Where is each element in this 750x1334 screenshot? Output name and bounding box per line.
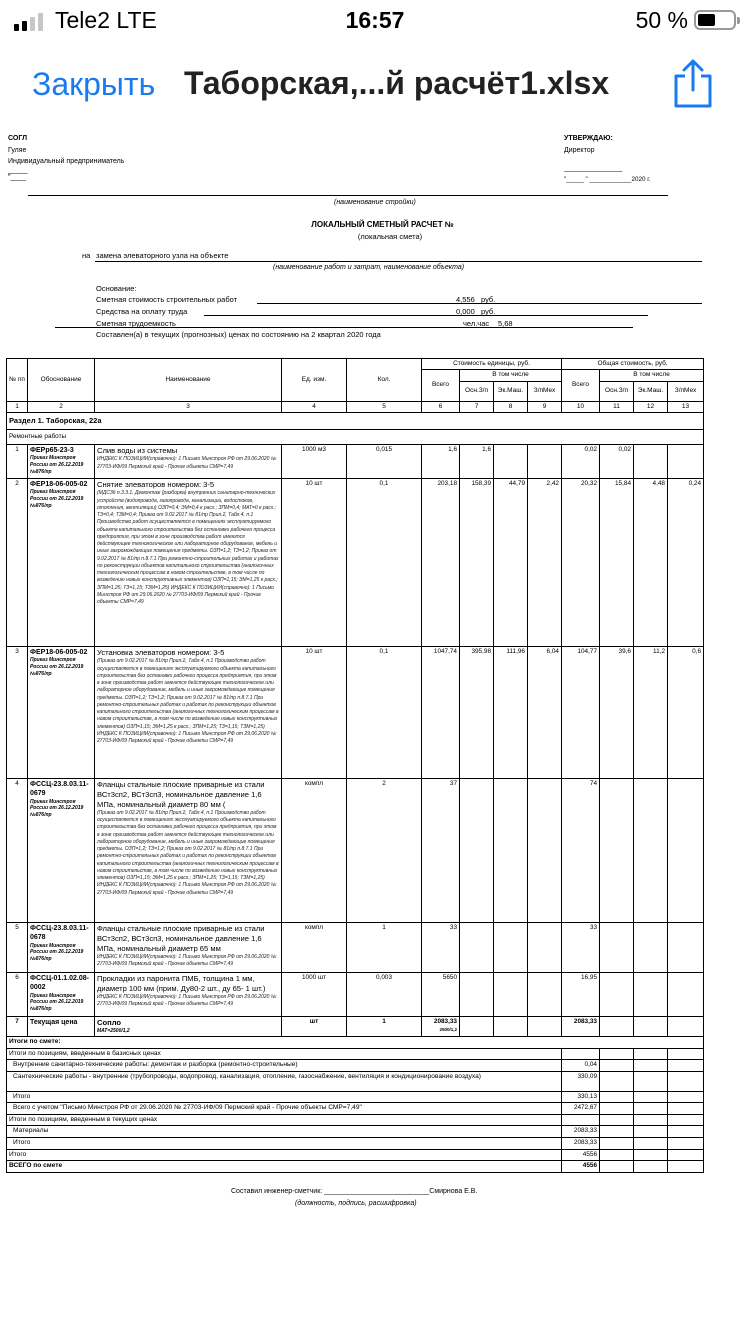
row-basis <box>28 479 95 647</box>
row-c7 <box>460 923 494 973</box>
row-unit-total <box>422 479 460 647</box>
empty-cell <box>634 1071 668 1091</box>
row-basis-text: Приказ Минстроя России от 26.12.2019 №876/пр <box>30 992 84 1013</box>
battery-percent: 50 % <box>635 7 688 33</box>
row-c10: 20,32 <box>562 479 600 647</box>
totals-value: 2083,33 <box>562 1126 600 1138</box>
row-unit-total-value: 37 <box>449 780 457 788</box>
construction-line <box>28 195 668 196</box>
row-note: (Приказ от 9.02.2017 № 81/пр Прил.2, Табл.4, п.1 Производство работ осуществляется в помещениях эксплуатируемого объекта капитального строительства без остановки рабочего процесса предприятия, при этом в зоне производства работ имеются действующее технологическое или лабораторное оборудование, мебель и иные загромождающие помещения предметы. ОЗП=1,2; ТЗ=1,2; Приказ от 9.02.2017 № 81/пр п.8.7.1 При ремонтно-строительных работах и работах по реконструкции объектов капитального строительства (аналогичных технологическим процессам в новом строительстве, в том числе по возведению новых конструктивных элементов) ОЗП=1,15; ЭМ=1,25 к расх.; ЗПМ=1,25; ТЗ=1,15; ТЗМ=1,25) ИНДЕКС К ПОЗИЦИИ(справочно): 1 Письмо Минстроя РФ от 29.06.2020 № 27703-ИФ/09 Пермский край - Прочие объекты СМР=7,49 <box>97 658 279 744</box>
row-basis <box>28 923 95 973</box>
row-name-text: Фланцы стальные плоские приварные из стали ВСт3сп2, ВСт3сп3, номинальное давление 1,6 МПа, номинальный диаметр 80 мм ( <box>97 780 265 810</box>
work-name: замена элеваторного узла на объекте <box>96 251 229 260</box>
row-unit: шт <box>282 1017 347 1037</box>
summary-cost-line <box>257 303 702 304</box>
sum-ekmash-header: Эк.Маш. <box>634 381 668 401</box>
row-name <box>95 923 282 973</box>
row-name-text: Прокладки из паронита ПМБ, толщина 1 мм, диаметр 100 мм (прим. Ду80-2 шт., ду 65- 1 шт.) <box>97 974 266 994</box>
summary-cost-unit: руб. <box>481 295 496 304</box>
composed-by: Составил инженер-сметчик: ___________________________Смирнова Е.В. <box>231 1188 478 1195</box>
row-unit-total-value: 1,6 <box>448 446 457 454</box>
row-unit: 10 шт <box>282 479 347 647</box>
totals-title-row <box>7 1037 704 1049</box>
row-basis <box>28 445 95 479</box>
sum-zpmeh-header: З/пМех <box>668 381 704 401</box>
row-c8 <box>494 923 528 973</box>
row-name-text: Установка элеваторов номером: 3-5 <box>97 648 225 658</box>
empty-cell <box>668 1114 704 1126</box>
battery-icon <box>694 10 736 30</box>
row-basis-text: Приказ Минстроя России от 26.12.2019 №876/пр <box>30 942 84 963</box>
row-basis-text: Приказ Минстроя России от 26.12.2019 №876/пр <box>30 455 84 475</box>
col-number: 1 <box>7 401 28 412</box>
totals-row <box>7 1137 704 1149</box>
unit-total-header: Всего <box>422 370 460 401</box>
approve-position: Директор <box>564 147 595 154</box>
empty-cell <box>668 1091 704 1103</box>
totals-label: Итого <box>7 1091 562 1103</box>
row-unit-total-value: 33 <box>449 924 457 932</box>
row-name <box>95 779 282 923</box>
empty-cell <box>600 1114 634 1126</box>
row-note: МАТ=2500/1,2 <box>97 1028 130 1035</box>
row-unit-total <box>422 647 460 779</box>
row-c13 <box>668 779 704 923</box>
unit-osn-header: Осн.З/п <box>460 381 494 401</box>
totals-row <box>7 1091 704 1103</box>
row-name <box>95 647 282 779</box>
row-c13: 0,24 <box>668 479 704 647</box>
row-c11: 39,6 <box>600 647 634 779</box>
totals-label: Итоги по позициям, введенным в текущих ценах <box>7 1114 562 1126</box>
totals-row <box>7 1048 704 1060</box>
col-name-header: Наименование <box>95 359 282 402</box>
row-c9 <box>528 973 562 1017</box>
row-num: 2 <box>7 479 28 647</box>
col-basis-header: Обоснование <box>28 359 95 402</box>
empty-cell <box>600 1103 634 1115</box>
table-row <box>7 923 704 973</box>
document-title: Таборская,...й расчёт1.xlsx <box>184 65 610 101</box>
share-button[interactable] <box>670 58 716 110</box>
row-c13 <box>668 445 704 479</box>
col-number: 3 <box>95 401 282 412</box>
totals-row <box>7 1071 704 1091</box>
row-name-text: Снятие элеваторов номером: 3-5 <box>97 480 215 490</box>
row-unit-total <box>422 1017 460 1037</box>
col-number: 9 <box>528 401 562 412</box>
total-cost-header: Общая стоимость, руб. <box>562 359 704 370</box>
row-note: ИНДЕКС К ПОЗИЦИИ(справочно): 1 Письмо Минстроя РФ от 29.06.2020 № 27703-ИФ/09 Пермский край - Прочие объекты СМР=7,49 <box>97 953 277 968</box>
empty-cell <box>634 1137 668 1149</box>
row-unit-total-sub: 2500/1,2 <box>439 1026 457 1032</box>
row-c12 <box>634 1017 668 1037</box>
row-name-text: Слив воды из системы <box>97 446 178 456</box>
totals-title: Итоги по смете: <box>7 1037 704 1049</box>
summary-labor-value: 0,000 <box>456 307 475 316</box>
row-unit-total <box>422 923 460 973</box>
col-number: 2 <box>28 401 95 412</box>
row-code: ФССЦ-01.1.02.08-0002 <box>30 975 89 992</box>
row-unit-total <box>422 973 460 1017</box>
table-row <box>7 779 704 923</box>
totals-row <box>7 1060 704 1072</box>
sum-total-header: Всего <box>562 370 600 401</box>
col-number: 10 <box>562 401 600 412</box>
row-unit: 1000 м3 <box>282 445 347 479</box>
totals-value: 2472,67 <box>562 1103 600 1115</box>
row-c12 <box>634 779 668 923</box>
col-num-header: № пп <box>7 359 28 402</box>
empty-cell <box>634 1091 668 1103</box>
empty-cell <box>668 1103 704 1115</box>
col-number: 8 <box>494 401 528 412</box>
composed-by-caption: (должность, подпись, расшифровка) <box>295 1200 417 1207</box>
composed-note: Составлен(а) в текущих (прогнозных) ценах по состоянию на 2 квартал 2020 года <box>96 330 381 339</box>
totals-row <box>7 1114 704 1126</box>
row-num: 7 <box>7 1017 28 1037</box>
basis-label: Основание: <box>96 284 137 293</box>
approve-date-line: "_____ " ____________2020 г. <box>564 176 651 183</box>
row-c12 <box>634 923 668 973</box>
sum-incl-header: В том числе <box>600 370 704 381</box>
row-c12: 11,2 <box>634 647 668 779</box>
empty-cell <box>634 1161 668 1173</box>
row-name <box>95 973 282 1017</box>
row-note: (МДС36 п.3.3.1. Демонтаж (разборка) внутренних санитарно-технических устройств (водопровода, газопровода, канализации, водостоков, отопления, вентиляции) ОЗП=0,4; ЭМ=0,4 к расх.; ЗПМ=0,4; МАТ=0 к расх.; ТЗ=0,4; ТЗМ=0,4; Приказ от 9.02.2017 № 81/пр Прил.2, Табл.4, п.1 Производство работ осуществляется в помещениях эксплуатируемого объекта капитального строительства без остановки рабочего процесса предприятия, при этом в зоне производства работ имеются действующее технологическое или лабораторное оборудование, мебель и иные загромождающие помещения предметы. ОЗП=1,2; ТЗ=1,2; Приказ от 9.02.2017 № 81/пр п.8.7.1 При ремонтно-строительных работах и работах по реконструкции объектов капитального строительства (аналогичных технологическим процессам в новом строительстве, в том числе по возведению новых конструктивных элементов) ОЗП=1,15; ЭМ=1,25 к расх.; ЗПМ=1,25; ТЗ=1,15; ТЗМ=1,25) ИНДЕКС К ПОЗИЦИИ(справочно): 1 Письмо Минстроя РФ от 29.06.2020 № 27703-ИФ/09 Пермский край - Прочие объекты СМР=7,49 <box>97 490 279 605</box>
construction-caption: (наименование стройки) <box>334 199 416 206</box>
row-num: 3 <box>7 647 28 779</box>
row-c8: 44,79 <box>494 479 528 647</box>
row-qty: 1 <box>347 1017 422 1037</box>
unit-incl-header: В том числе <box>460 370 562 381</box>
col-number: 12 <box>634 401 668 412</box>
on-label: на <box>82 251 91 260</box>
row-c9 <box>528 1017 562 1037</box>
row-c10: 33 <box>562 923 600 973</box>
row-c9 <box>528 923 562 973</box>
col-number: 7 <box>460 401 494 412</box>
empty-cell <box>634 1149 668 1161</box>
col-number: 4 <box>282 401 347 412</box>
row-num: 5 <box>7 923 28 973</box>
totals-value: 330,13 <box>562 1091 600 1103</box>
empty-cell <box>600 1071 634 1091</box>
share-icon <box>670 58 716 110</box>
row-c11 <box>600 1017 634 1037</box>
row-c10: 104,77 <box>562 647 600 779</box>
summary-hours-unit: чел.час <box>463 319 490 328</box>
empty-cell <box>668 1071 704 1091</box>
summary-labor-label: Средства на оплату труда <box>96 307 188 316</box>
row-code: ФЕР18-06-005-02 <box>30 481 88 489</box>
table-row <box>7 973 704 1017</box>
row-num: 4 <box>7 779 28 923</box>
summary-labor-unit: руб. <box>481 307 496 316</box>
totals-label: ВСЕГО по смете <box>7 1161 562 1173</box>
row-num: 1 <box>7 445 28 479</box>
summary-hours-label: Сметная трудоемкость <box>96 319 176 328</box>
row-unit-total <box>422 445 460 479</box>
totals-value: 4556 <box>562 1161 600 1173</box>
empty-cell <box>634 1060 668 1072</box>
row-unit-total-value: 1047,74 <box>433 648 457 656</box>
row-basis-text: Приказ Минстроя России от 26.12.2019 №876/пр <box>30 489 84 509</box>
row-c7: 158,39 <box>460 479 494 647</box>
agreed-name: Гуляе <box>8 147 27 154</box>
work-name-line <box>95 261 702 262</box>
row-code: ФЕРр65-23-3 <box>30 447 74 455</box>
work-caption: (наименование работ и затрат, наименование объекта) <box>273 264 465 271</box>
row-qty: 0,1 <box>347 647 422 779</box>
row-code: ФЕР18-06-005-02 <box>30 649 88 657</box>
empty-cell <box>600 1137 634 1149</box>
col-number: 13 <box>668 401 704 412</box>
row-c7: 1,6 <box>460 445 494 479</box>
agreed-title: СОГЛ <box>8 135 28 142</box>
row-c9 <box>528 445 562 479</box>
row-c9: 2,42 <box>528 479 562 647</box>
row-code: Текущая цена <box>30 1019 78 1027</box>
totals-label: Итого <box>7 1137 562 1149</box>
row-c7 <box>460 973 494 1017</box>
row-basis <box>28 647 95 779</box>
row-unit: 10 шт <box>282 647 347 779</box>
row-unit: 1000 шт <box>282 973 347 1017</box>
row-c12 <box>634 973 668 1017</box>
row-c13 <box>668 973 704 1017</box>
row-c8 <box>494 973 528 1017</box>
row-c9: 6,04 <box>528 647 562 779</box>
table-row <box>7 647 704 779</box>
row-c11 <box>600 923 634 973</box>
row-c13: 0,6 <box>668 647 704 779</box>
unit-cost-header: Стоимость единицы, руб. <box>422 359 562 370</box>
row-name-text: Сопло <box>97 1018 122 1028</box>
row-c13 <box>668 923 704 973</box>
totals-label: Итоги по позициям, введенным в базисных ценах <box>7 1048 562 1060</box>
col-unit-header: Ед. изм. <box>282 359 347 402</box>
row-c11 <box>600 779 634 923</box>
row-qty: 2 <box>347 779 422 923</box>
main-subtitle: (локальная смета) <box>357 232 423 241</box>
row-c9 <box>528 779 562 923</box>
empty-cell <box>634 1103 668 1115</box>
row-c11: 0,02 <box>600 445 634 479</box>
close-button[interactable]: Закрыть <box>32 66 156 102</box>
table-row <box>7 479 704 647</box>
row-name <box>95 1017 282 1037</box>
totals-label: Всего с учетом "Письмо Минстроя РФ от 29.06.2020 № 27703-ИФ/09 Пермский край - Прочие объекты СМР=7,49" <box>7 1103 562 1115</box>
summary-labor-line <box>204 315 648 316</box>
row-basis-text: Приказ Минстроя России от 26.12.2019 №876/пр <box>30 657 84 677</box>
row-c12: 4,48 <box>634 479 668 647</box>
row-code: ФССЦ-23.8.03.11-0678 <box>30 925 89 942</box>
row-c10: 0,02 <box>562 445 600 479</box>
row-qty: 1 <box>347 923 422 973</box>
row-c12 <box>634 445 668 479</box>
agreed-position: Индивидуальный предприниматель <box>8 158 125 165</box>
row-c8 <box>494 1017 528 1037</box>
totals-value: 2083,33 <box>562 1137 600 1149</box>
row-c10: 16,95 <box>562 973 600 1017</box>
empty-cell <box>668 1137 704 1149</box>
empty-cell <box>600 1048 634 1060</box>
header-row <box>7 359 704 370</box>
row-c11: 15,84 <box>600 479 634 647</box>
summary-hours-value: 5,68 <box>498 319 513 328</box>
section-row <box>7 413 704 430</box>
row-unit-total-value: 2083,33 <box>433 1018 457 1026</box>
status-bar <box>0 0 750 44</box>
subsection-title: Ремонтные работы <box>7 430 704 445</box>
main-title: ЛОКАЛЬНЫЙ СМЕТНЫЙ РАСЧЕТ № <box>311 220 454 229</box>
row-basis <box>28 1017 95 1037</box>
row-unit: компл <box>282 779 347 923</box>
carrier-label: Tele2 LTE <box>55 7 157 33</box>
row-unit-total <box>422 779 460 923</box>
empty-cell <box>634 1126 668 1138</box>
table-row <box>7 445 704 479</box>
nav-bar <box>0 52 750 116</box>
totals-label: Сантехнические работы - внутренние (трубопроводы, водопровод, канализация, отопление, газоснабжение, вентиляция и кондиционирование воздуха) <box>7 1071 562 1091</box>
row-c10: 2083,33 <box>562 1017 600 1037</box>
totals-row <box>7 1149 704 1161</box>
row-basis <box>28 973 95 1017</box>
row-c13 <box>668 1017 704 1037</box>
column-numbers-row <box>7 401 704 412</box>
empty-cell <box>634 1114 668 1126</box>
col-number: 6 <box>422 401 460 412</box>
row-unit-total-value: 203,18 <box>437 480 457 488</box>
col-qty-header: Кол. <box>347 359 422 402</box>
empty-cell <box>600 1126 634 1138</box>
empty-cell <box>634 1048 668 1060</box>
totals-value: 4556 <box>562 1149 600 1161</box>
subsection-row <box>7 430 704 445</box>
summary-cost-value: 4,556 <box>456 295 475 304</box>
unit-zpmeh-header: З/пМех <box>528 381 562 401</box>
empty-cell <box>600 1149 634 1161</box>
totals-label: Внутренние санитарно-технические работы: демонтаж и разборка (ремонтно-строительные) <box>7 1060 562 1072</box>
row-note: ИНДЕКС К ПОЗИЦИИ(справочно): 1 Письмо Минстроя РФ от 29.06.2020 № 27703-ИФ/09 Пермский край - Прочие объекты СМР=7,49 <box>97 994 277 1008</box>
empty-cell <box>668 1161 704 1173</box>
summary-cost-label: Сметная стоимость строительных работ <box>96 295 238 304</box>
totals-row <box>7 1103 704 1115</box>
empty-cell <box>600 1161 634 1173</box>
row-c7 <box>460 1017 494 1037</box>
row-basis <box>28 779 95 923</box>
row-note: (Приказ от 9.02.2017 № 81/пр Прил.2, Табл.4, п.1 Производство работ осуществляется в помещениях эксплуатируемого объекта капитального строительства без остановки рабочего процесса предприятия, при этом в зоне производства работ имеются действующее технологическое или лабораторное оборудование, мебель и иные загромождающие помещения предметы. ОЗП=1,2; ТЗ=1,2; Приказ от 9.02.2017 № 81/пр п.8.7.1 При ремонтно-строительных работах и работах по реконструкции объектов капитального строительства (аналогичных технологическим процессам в новом строительстве, в том числе по возведению новых конструктивных элементов) ОЗП=1,15; ЭМ=1,25 к расх.; ЗПМ=1,25; ТЗ=1,15; ТЗМ=1,25) ИНДЕКС К ПОЗИЦИИ(справочно): 1 Письмо Минстроя РФ от 29.06.2020 № 27703-ИФ/09 Пермский край - Прочие объекты СМР=7,49 <box>97 809 279 896</box>
row-qty: 0,003 <box>347 973 422 1017</box>
table-row <box>7 1017 704 1037</box>
empty-cell <box>600 1060 634 1072</box>
row-note: ИНДЕКС К ПОЗИЦИИ(справочно): 1 Письмо Минстроя РФ от 29.06.2020 № 27703-ИФ/09 Пермский край - Прочие объекты СМР=7,49 <box>97 456 277 470</box>
row-name <box>95 479 282 647</box>
totals-value: 0,04 <box>562 1060 600 1072</box>
row-code: ФССЦ-23.8.03.11-0679 <box>30 781 89 798</box>
empty-cell <box>600 1091 634 1103</box>
totals-row <box>7 1126 704 1138</box>
agreed-blank-1: _____ <box>8 167 28 174</box>
row-c8 <box>494 779 528 923</box>
row-num: 6 <box>7 973 28 1017</box>
totals-label: Итого <box>7 1149 562 1161</box>
row-unit-total-value: 5650 <box>442 974 457 982</box>
row-basis-text: Приказ Минстроя России от 26.12.2019 №876/пр <box>30 798 84 819</box>
row-c7 <box>460 779 494 923</box>
row-c7: 395,98 <box>460 647 494 779</box>
agreed-blank-2: "____ <box>8 174 27 181</box>
empty-cell <box>668 1149 704 1161</box>
totals-value <box>562 1114 600 1126</box>
row-name <box>95 445 282 479</box>
row-c8: 111,96 <box>494 647 528 779</box>
row-c10: 74 <box>562 779 600 923</box>
approve-signature-line: _______________ <box>564 165 623 172</box>
unit-ekmash-header: Эк.Маш. <box>494 381 528 401</box>
col-number: 11 <box>600 401 634 412</box>
col-number: 5 <box>347 401 422 412</box>
totals-value: 330,09 <box>562 1071 600 1091</box>
row-c11 <box>600 973 634 1017</box>
row-qty: 0,015 <box>347 445 422 479</box>
totals-row <box>7 1161 704 1173</box>
row-qty: 0,1 <box>347 479 422 647</box>
empty-cell <box>668 1048 704 1060</box>
empty-cell <box>668 1126 704 1138</box>
row-c8 <box>494 445 528 479</box>
row-name-text: Фланцы стальные плоские приварные из стали ВСт3сп2, ВСт3сп3, номинальное давление 1,6 МПа, номинальный диаметр 65 мм <box>97 924 265 954</box>
approve-title: УТВЕРЖДАЮ: <box>564 135 613 142</box>
totals-label: Материалы <box>7 1126 562 1138</box>
empty-cell <box>668 1060 704 1072</box>
clock: 16:57 <box>345 7 405 33</box>
section-title: Раздел 1. Таборская, 22а <box>7 413 704 430</box>
sum-osn-header: Осн.З/п <box>600 381 634 401</box>
row-unit: компл <box>282 923 347 973</box>
totals-value <box>562 1048 600 1060</box>
estimate-table <box>6 358 704 1173</box>
